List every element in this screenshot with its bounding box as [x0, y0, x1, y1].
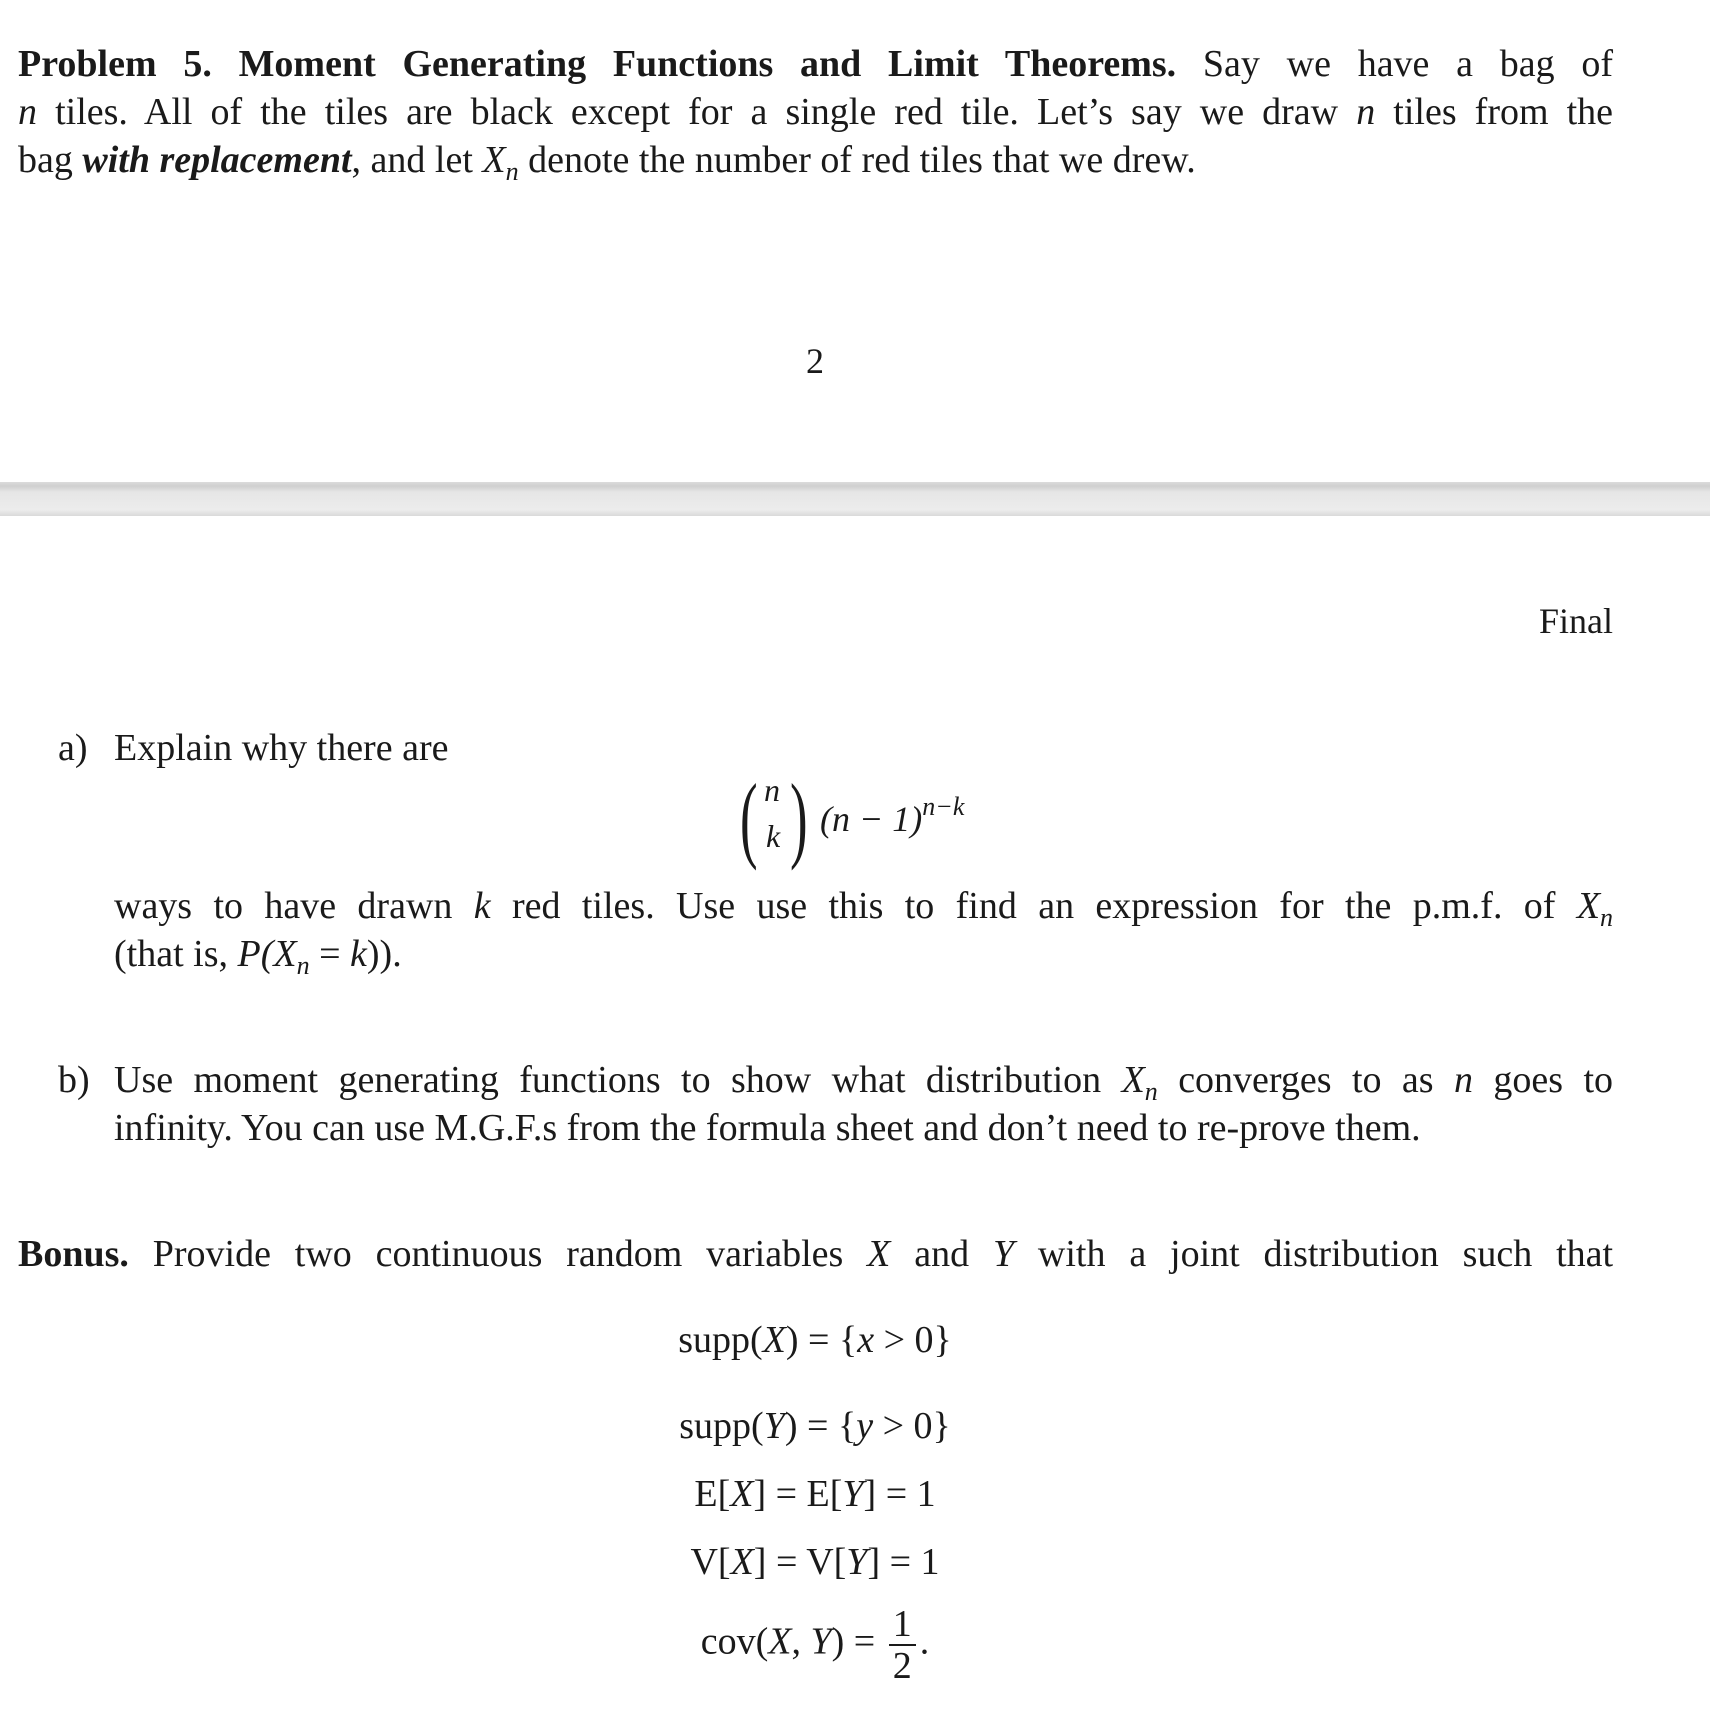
bonus-eq-variance: V[X] = V[Y] = 1 — [690, 1541, 940, 1583]
bonus-heading: Bonus. — [18, 1233, 129, 1275]
header-final: Final — [1538, 601, 1613, 641]
part-b-line-2: infinity. You can use M.G.F.s from the formula sheet and don’t need to re-prove them. — [114, 1107, 1421, 1149]
part-a-line-1: ways to have drawn k red tiles. Use use this to find an expression for the p.m.f. of $X_n$ — [114, 885, 1614, 932]
bonus-eq-supp-x: supp(X) = {x > 0} — [678, 1319, 952, 1361]
part-b-line-1: Use moment generating functions to show what distribution $X_n$ converges to as n goes to — [114, 1059, 1614, 1106]
part-b-label: b) — [58, 1059, 90, 1101]
bonus — [18, 1230, 1613, 1278]
emphasis-with-replacement: with replacement — [82, 139, 352, 181]
problem-line-2: n tiles. All of the tiles are black except for a single red tile. Let’s say we draw n tiles from the — [18, 91, 1614, 133]
bonus-eq-supp-y: supp(Y) = {y > 0} — [679, 1405, 951, 1447]
problem-line-3: bag with replacement, and let $X_n$ denote the number of red tiles that we drew. — [18, 139, 1196, 186]
binom-top: n — [764, 772, 780, 808]
right-paren: ) — [790, 764, 808, 871]
bonus-eq-expectation: E[X] = E[Y] = 1 — [694, 1473, 936, 1515]
page-separator — [0, 482, 1710, 516]
part-a-label: a) — [58, 727, 88, 769]
part-a-line-2: (that is, $P(X_n = k)$). — [114, 933, 402, 980]
problem-line-1: Problem 5. Moment Generating Functions and Limit Theorems. Say we have a bag of — [18, 43, 1613, 85]
fraction-one-half: $\frac{1}{2}$ — [889, 1604, 916, 1686]
binom-bottom: k — [766, 818, 781, 854]
page-top — [0, 0, 1710, 482]
page-number: 2 — [806, 341, 824, 381]
bonus-eq-covariance: cov(X, Y) = $\frac{1}{2}$ . — [700, 1603, 930, 1687]
part-a-intro: Explain why there are — [114, 727, 449, 769]
problem-heading: Problem 5. Moment Generating Functions and Limit Theorems. — [18, 43, 1177, 85]
bonus-line: Bonus. Provide two continuous random variables X and Y with a joint distribution such that — [18, 1233, 1614, 1275]
formula-rest: $(n - 1)^{n-k}$ — [820, 792, 965, 839]
left-paren: ( — [740, 764, 758, 871]
problem-statement — [18, 40, 1613, 184]
